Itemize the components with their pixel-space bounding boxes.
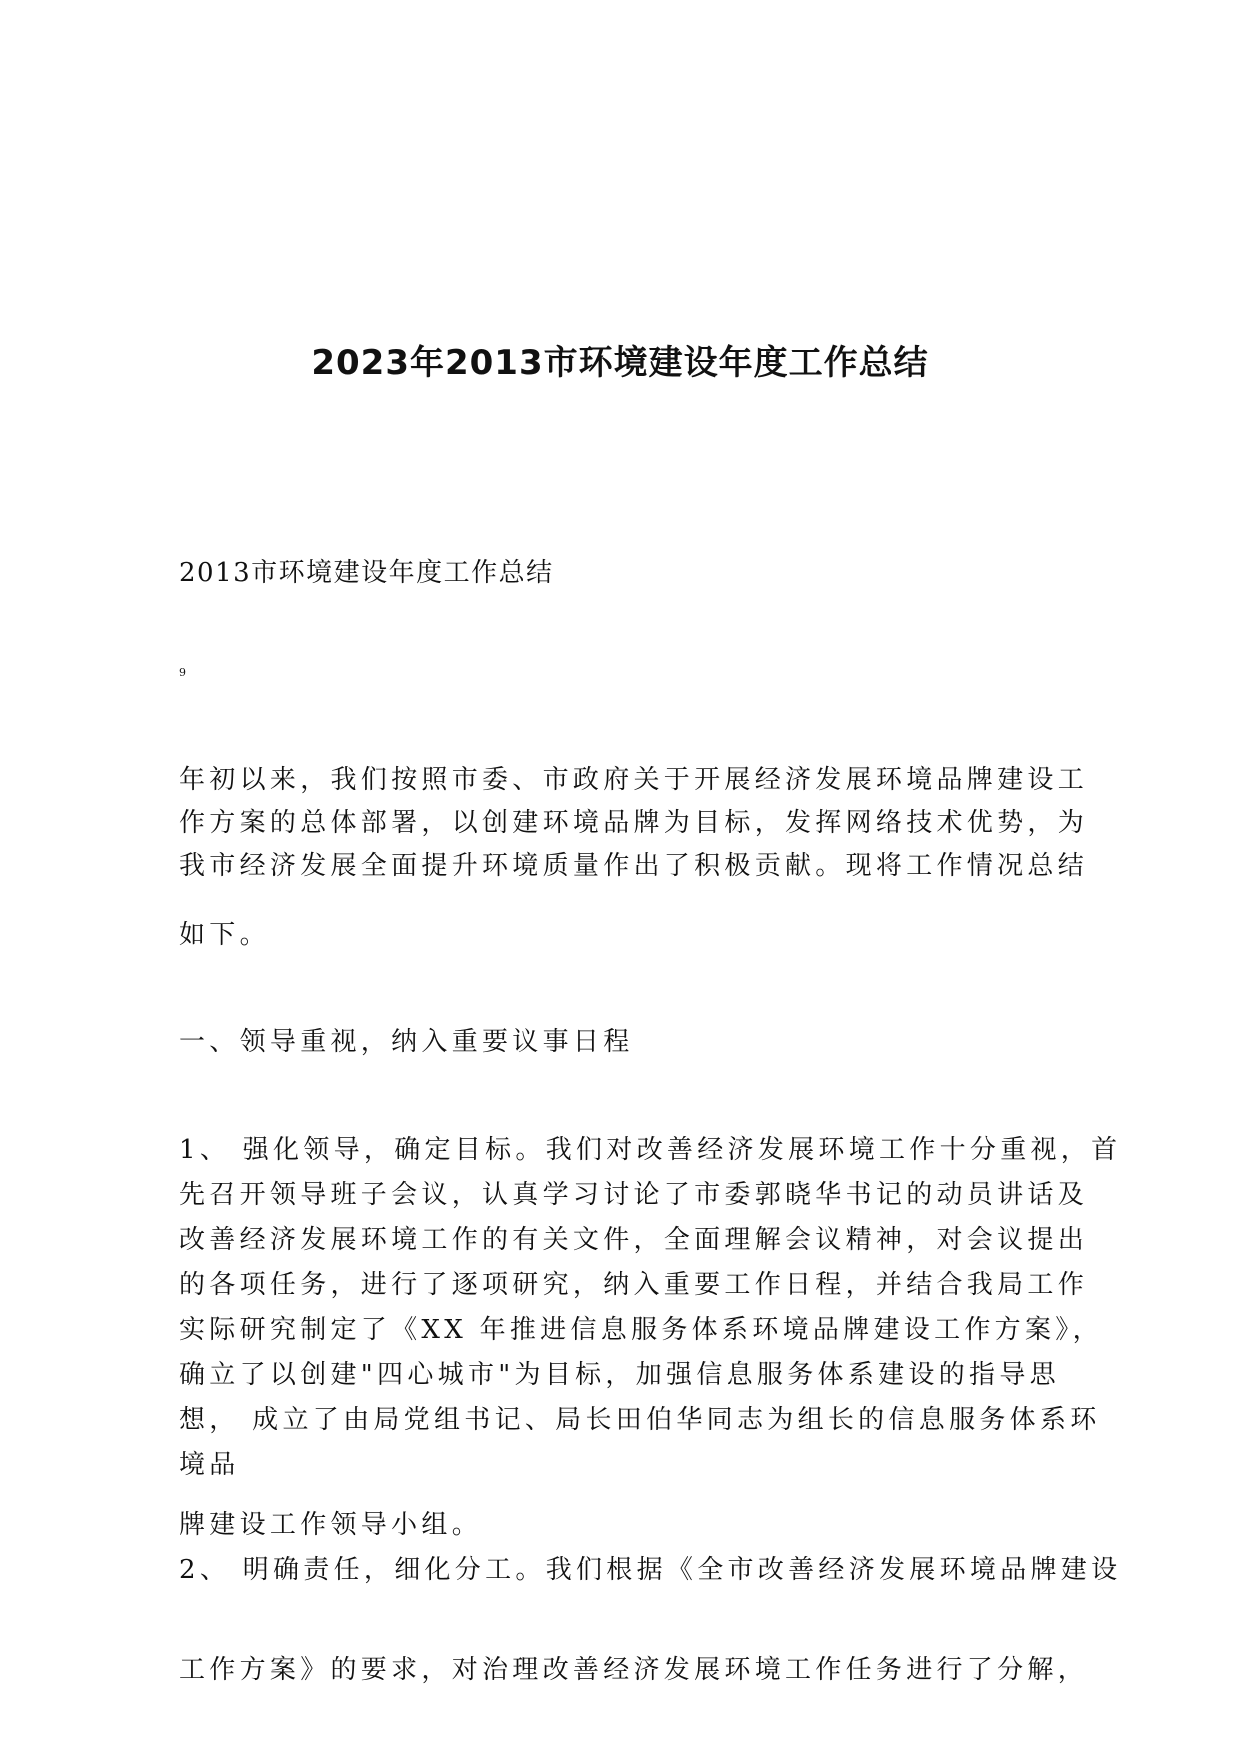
body-line: 我市经济发展全面提升环境质量作出了积极贡献。现将工作情况总结 [179, 851, 1089, 881]
body-line: 的各项任务，进行了逐项研究，纳入重要工作日程，并结合我局工作 [179, 1270, 1089, 1300]
document-subtitle: 2013市环境建设年度工作总结 [179, 558, 554, 588]
body-line: 工作方案》的要求，对治理改善经济发展环境工作任务进行了分解， [179, 1655, 1089, 1685]
body-line: 先召开领导班子会议，认真学习讨论了市委郭晓华书记的动员讲话及 [179, 1180, 1089, 1210]
document-title: 2023年2013市环境建设年度工作总结 [311, 343, 929, 383]
page-marker: 9 [179, 666, 186, 679]
section-heading: 一、领导重视，纳入重要议事日程 [179, 1027, 634, 1057]
body-line: 年初以来，我们按照市委、市政府关于开展经济发展环境品牌建设工 [179, 765, 1089, 795]
body-line: 牌建设工作领导小组。 [179, 1510, 483, 1540]
body-line: 想， 成立了由局党组书记、局长田伯华同志为组长的信息服务体系环 [179, 1405, 1101, 1435]
body-line: 境品 [179, 1450, 240, 1480]
body-line: 如下。 [179, 920, 270, 950]
body-line: 改善经济发展环境工作的有关文件，全面理解会议精神，对会议提出 [179, 1225, 1089, 1255]
body-line: 2、 明确责任，细化分工。我们根据《全市改善经济发展环境品牌建设 [179, 1555, 1122, 1585]
body-line: 1、 强化领导，确定目标。我们对改善经济发展环境工作十分重视，首 [179, 1135, 1122, 1165]
body-line: 实际研究制定了《XX 年推进信息服务体系环境品牌建设工作方案》， [179, 1315, 1103, 1345]
body-line: 确立了以创建"四心城市"为目标，加强信息服务体系建设的指导思 [179, 1360, 1060, 1390]
body-line: 作方案的总体部署，以创建环境品牌为目标，发挥网络技术优势，为 [179, 808, 1089, 838]
